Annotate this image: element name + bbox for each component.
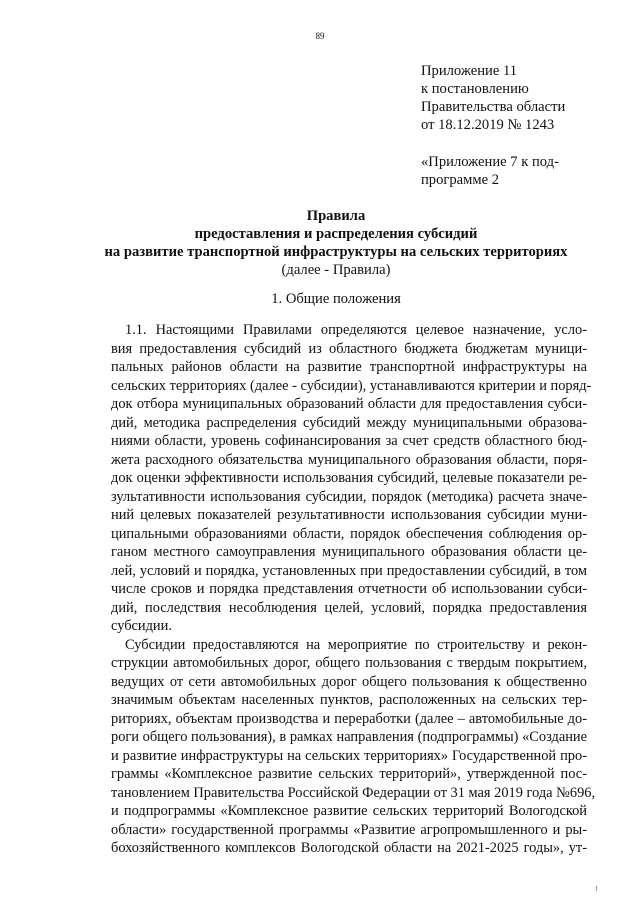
paragraph-line: граммы «Комплексное развитие сельских территорий», утвержденной пос- xyxy=(111,766,587,782)
appendix-line: к постановлению xyxy=(421,81,529,97)
paragraph-line: тановлением Правительства Российской Федерации от 31 мая 2019 года №696, xyxy=(111,784,596,801)
paragraph-line: дий, последствия несоблюдения целей, условий, порядка предоставления xyxy=(111,599,587,616)
paragraph-line: ципальными образованиями области, порядок обеспечения соблюдения ор- xyxy=(111,525,587,542)
paragraph-line: жета расходного обязательства муниципального образования области, поря- xyxy=(111,451,587,468)
page-number: 89 xyxy=(315,31,325,41)
paragraph-line: числе сроков и порядка представления отчетности об использовании субси- xyxy=(111,581,587,597)
section-heading: 1. Общие положения xyxy=(271,291,401,307)
paragraph-line: субсидии. xyxy=(111,618,172,634)
scan-mark xyxy=(596,886,597,891)
paragraph-line: риториях, объектам производства и переработки (далее – автомобильные до- xyxy=(111,710,587,727)
paragraph-line: области» государственной программы «Развитие агропромышленного и ры- xyxy=(111,821,587,838)
appendix-line: Правительства области xyxy=(421,99,566,115)
paragraph-line: ний целевых показателей результативности использования субсидии муни- xyxy=(111,507,587,523)
paragraph-line: ганом местного самоуправления муниципального образования области це- xyxy=(111,544,587,560)
paragraph-line: дий, методика распределения субсидий между муниципальными образова- xyxy=(111,414,587,431)
appendix-line: от 18.12.2019 № 1243 xyxy=(421,117,555,133)
title-line: Правила xyxy=(306,208,366,224)
paragraph-line: вия предоставления субсидий из областного бюджета бюджетам муници- xyxy=(111,340,587,357)
document-title xyxy=(86,207,586,279)
paragraph-line: бохозяйственного комплексов Вологодской области на 2021-2025 годы», ут- xyxy=(111,840,587,856)
paragraph-line: ниями области, уровень софинансирования за счет средств областного бюд- xyxy=(111,433,587,449)
title-note: (далее - Правила) xyxy=(281,262,391,278)
paragraph-line: док оценки эффективности использования субсидий, целевые показатели ре- xyxy=(111,470,587,486)
paragraph-line: лей, условий и порядка, установленных при предоставлении субсидий, в том xyxy=(111,562,587,579)
paragraph-line: пальных районов области на развитие транспортной инфраструктуры на xyxy=(111,359,587,375)
paragraph-line: 1.1. Настоящими Правилами определяются целевое назначение, усло- xyxy=(125,322,587,338)
paragraph-line: сельских территориях (далее - субсидии), устанавливаются критерии и поряд- xyxy=(111,377,592,394)
paragraph-line: и подпрограммы «Комплексное развитие сельских территорий Вологодской xyxy=(111,803,587,819)
paragraph-line: док отбора муниципальных образований области для предоставления субси- xyxy=(111,396,587,412)
body-text xyxy=(111,321,596,858)
paragraph-line: и развитие инфраструктуры на сельских территориях» Государственной про- xyxy=(111,747,587,764)
paragraph-line: Субсидии предоставляются на мероприятие по строительству и рекон- xyxy=(125,636,587,653)
appendix-block xyxy=(421,62,631,189)
paragraph-line: ведущих от сети автомобильных дорог общего пользования к общественно xyxy=(111,673,587,690)
paragraph-line: значимым объектам населенных пунктов, расположенных на сельских тер- xyxy=(111,692,587,708)
sub-appendix-line: программе 2 xyxy=(421,172,500,188)
paragraph-line: роги общего пользования), в рамках направления (подпрограммы) «Создание xyxy=(111,729,587,745)
sub-appendix-line: «Приложение 7 к под- xyxy=(421,154,559,170)
appendix-line: Приложение 11 xyxy=(421,63,518,79)
title-line: на развитие транспортной инфраструктуры на сельских территориях xyxy=(104,244,568,260)
title-line: предоставления и распределения субсидий xyxy=(194,226,478,242)
paragraph-line: струкции автомобильных дорог, общего пользования с твердым покрытием, xyxy=(111,655,587,671)
paragraph-line: зультативности использования субсидии, порядок (методика) расчета значе- xyxy=(111,488,587,505)
